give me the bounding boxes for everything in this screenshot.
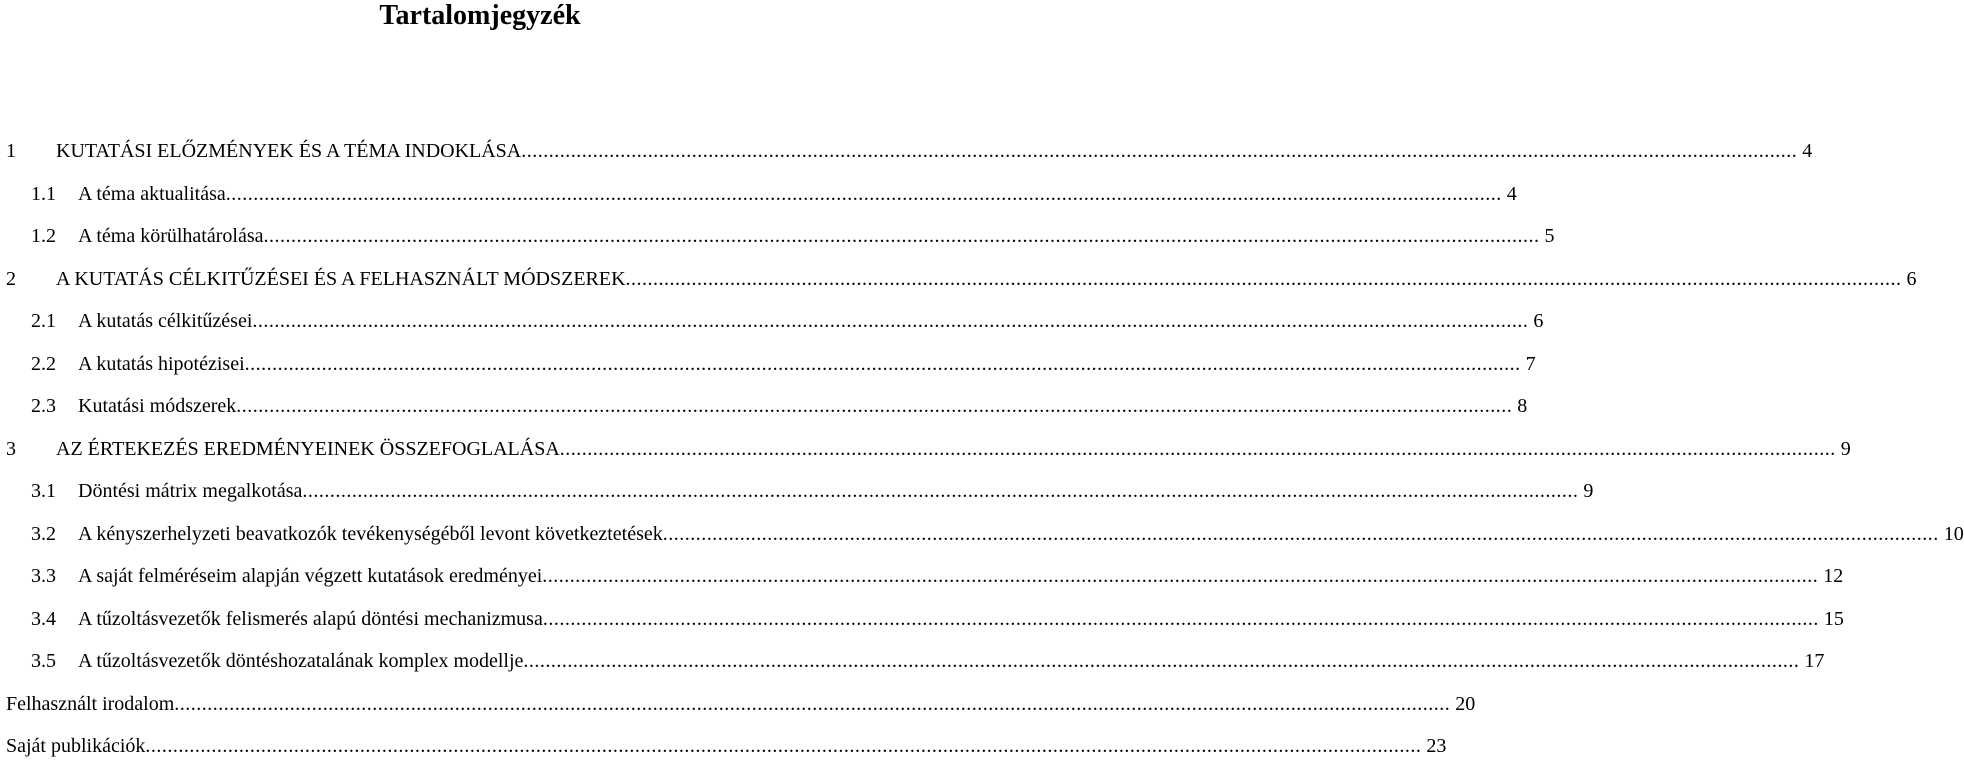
toc-entry-page: 17 bbox=[1804, 650, 1825, 672]
toc-entry-number: 3.3 bbox=[31, 565, 56, 587]
toc-entry-label: A tűzoltásvezetők döntéshozatalának komplex modellje bbox=[78, 650, 524, 672]
dot-leader bbox=[236, 385, 1512, 428]
toc-entry-number: 3.2 bbox=[31, 522, 56, 545]
toc-entry-number: 3.1 bbox=[31, 480, 56, 502]
toc-entry-number: 2.1 bbox=[31, 310, 56, 332]
toc-entry-label: AZ ÉRTEKEZÉS EREDMÉNYEINEK ÖSSZEFOGLALÁSA bbox=[56, 437, 560, 460]
toc-entry-label: A téma aktualitása bbox=[78, 182, 226, 205]
toc-entry-3-1[interactable] bbox=[0, 470, 1594, 513]
dot-leader bbox=[174, 683, 1450, 726]
toc-entry-page: 20 bbox=[1455, 692, 1476, 715]
toc-entry-felhasznalt-irodalom[interactable] bbox=[0, 683, 1476, 726]
toc-entry-number: 3.4 bbox=[31, 607, 56, 630]
toc-entry-label: Felhasznált irodalom bbox=[6, 692, 175, 715]
toc-entry-3-3[interactable] bbox=[0, 555, 1844, 598]
toc-entry-leader bbox=[6, 683, 1476, 726]
dot-leader bbox=[521, 130, 1797, 173]
toc-entry-leader bbox=[56, 130, 1813, 173]
toc-entry-label: A tűzoltásvezetők felismerés alapú döntési mechanizmusa bbox=[78, 607, 543, 630]
toc-entry-label: A téma körülhatárolása bbox=[78, 225, 264, 247]
dot-leader bbox=[252, 300, 1528, 343]
toc-entry-leader bbox=[78, 470, 1594, 513]
dot-leader bbox=[626, 258, 1902, 301]
toc-entry-1-2[interactable] bbox=[0, 215, 1555, 258]
dot-leader bbox=[264, 215, 1540, 258]
toc-entry-3[interactable] bbox=[0, 428, 1851, 471]
toc-entry-page: 6 bbox=[1906, 267, 1917, 290]
toc-entry-leader bbox=[78, 173, 1517, 216]
page-title: Tartalomjegyzék bbox=[379, 0, 581, 31]
toc-entry-leader bbox=[78, 215, 1555, 258]
toc-entry-number: 3 bbox=[6, 437, 16, 460]
toc-entry-1[interactable] bbox=[0, 130, 1813, 173]
toc-entry-label: A kényszerhelyzeti beavatkozók tevékenységéből levont következtetések bbox=[78, 522, 663, 545]
dot-leader bbox=[523, 640, 1799, 683]
toc-entry-page: 7 bbox=[1525, 352, 1536, 375]
toc-entry-sajat-publikaciok[interactable] bbox=[0, 725, 1447, 768]
toc-entry-label: A KUTATÁS CÉLKITŰZÉSEI ÉS A FELHASZNÁLT MÓDSZEREK bbox=[56, 267, 626, 290]
toc-entry-2-1[interactable] bbox=[0, 300, 1544, 343]
toc-entry-leader bbox=[78, 598, 1844, 641]
toc-entry-page: 23 bbox=[1426, 735, 1447, 757]
toc-entry-3-2[interactable] bbox=[0, 513, 1964, 556]
toc-entry-label: Döntési mátrix megalkotása bbox=[78, 480, 303, 502]
toc-entry-page: 4 bbox=[1506, 182, 1517, 205]
toc-entry-number: 1 bbox=[6, 140, 16, 162]
toc-list bbox=[0, 130, 1964, 768]
toc-entry-page: 12 bbox=[1823, 565, 1844, 587]
toc-entry-page: 10 bbox=[1943, 522, 1964, 545]
toc-entry-number: 1.1 bbox=[31, 182, 56, 205]
toc-entry-number: 1.2 bbox=[31, 225, 56, 247]
toc-entry-1-1[interactable] bbox=[0, 173, 1517, 216]
toc-entry-2-3[interactable] bbox=[0, 385, 1528, 428]
toc-entry-label: KUTATÁSI ELŐZMÉNYEK ÉS A TÉMA INDOKLÁSA bbox=[56, 140, 522, 162]
toc-entry-leader bbox=[78, 555, 1844, 598]
toc-entry-2[interactable] bbox=[0, 258, 1917, 301]
toc-entry-number: 2 bbox=[6, 267, 16, 290]
toc-entry-label: A saját felméréseim alapján végzett kutatások eredményei bbox=[78, 565, 543, 587]
toc-entry-page: 15 bbox=[1823, 607, 1844, 630]
toc-entry-leader bbox=[56, 258, 1917, 301]
dot-leader bbox=[145, 725, 1421, 768]
toc-entry-page: 9 bbox=[1840, 437, 1851, 460]
toc-entry-page: 8 bbox=[1517, 395, 1528, 417]
toc-entry-leader bbox=[78, 513, 1964, 556]
toc-entry-leader bbox=[78, 343, 1536, 386]
toc-entry-2-2[interactable] bbox=[0, 343, 1536, 386]
toc-entry-label: Saját publikációk bbox=[6, 735, 146, 757]
dot-leader bbox=[560, 428, 1836, 471]
toc-entry-page: 9 bbox=[1583, 480, 1594, 502]
dot-leader bbox=[542, 555, 1818, 598]
toc-entry-number: 2.3 bbox=[31, 395, 56, 417]
toc-entry-label: A kutatás hipotézisei bbox=[78, 352, 245, 375]
toc-entry-label: Kutatási módszerek bbox=[78, 395, 237, 417]
dot-leader bbox=[226, 173, 1502, 216]
toc-entry-3-5[interactable] bbox=[0, 640, 1825, 683]
toc-entry-leader bbox=[78, 300, 1544, 343]
toc-entry-leader bbox=[78, 640, 1825, 683]
toc-entry-label: A kutatás célkitűzései bbox=[78, 310, 253, 332]
dot-leader bbox=[302, 470, 1578, 513]
dot-leader bbox=[245, 343, 1521, 386]
toc-entry-page: 5 bbox=[1544, 225, 1555, 247]
toc-entry-leader bbox=[78, 385, 1528, 428]
toc-entry-leader bbox=[56, 428, 1851, 471]
dot-leader bbox=[663, 513, 1939, 556]
toc-entry-number: 2.2 bbox=[31, 352, 56, 375]
toc-entry-leader bbox=[6, 725, 1447, 768]
dot-leader bbox=[543, 598, 1819, 641]
toc-entry-number: 3.5 bbox=[31, 650, 56, 672]
toc-entry-3-4[interactable] bbox=[0, 598, 1844, 641]
toc-entry-page: 6 bbox=[1533, 310, 1544, 332]
toc-entry-page: 4 bbox=[1802, 140, 1813, 162]
